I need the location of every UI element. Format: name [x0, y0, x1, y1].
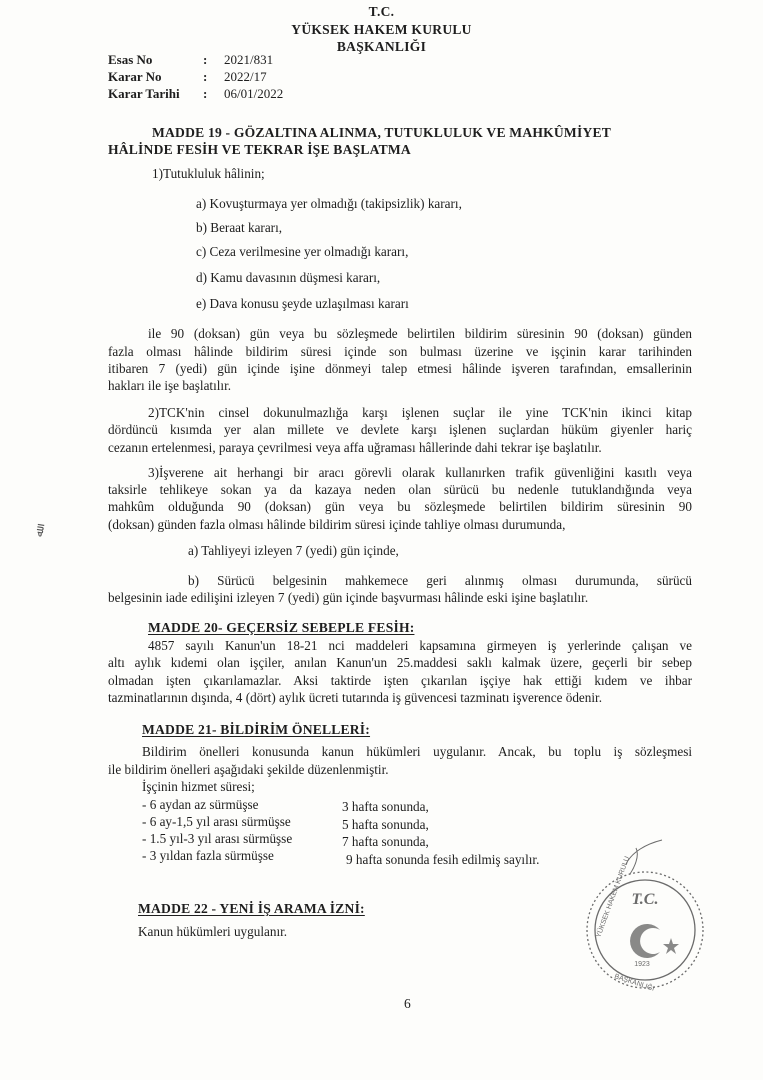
margin-handwritten-mark: ﷲ	[33, 529, 47, 538]
notice-period: - 3 yıldan fazla sürmüşse	[142, 848, 274, 863]
madde19-p1-body-line: itibaren 7 (yedi) gün içinde işine dönmeyi talep etmesi hâlinde işveren tarafından, emsallerinin	[108, 361, 692, 376]
madde19-p3-line: taksirle tehlikeye sokan ya da kazaya neden olan sürücü bu nedenle tutuklandığında veya	[108, 482, 692, 497]
madde19-p3-line: mahkûm olduğunda 90 (doksan) gün veya bu sözleşmede belirtilen bildirim süresinin 90	[108, 499, 692, 514]
madde20-body-line: altı aylık kıdemi olan işçiler, anılan Kanun'un 25.maddesi saklı kalmak üzere, geçerli bir sebep	[108, 655, 692, 670]
madde19-p1-intro: 1)Tutukluluk hâlinin;	[152, 166, 265, 181]
meta-colon: :	[203, 86, 208, 101]
notice-period: - 1.5 yıl-3 yıl arası sürmüşse	[142, 831, 293, 846]
madde19-p3-a: a) Tahliyeyi izleyen 7 (yedi) gün içinde,	[188, 543, 399, 558]
notice-duration: 9 hafta sonunda fesih edilmiş sayılır.	[346, 852, 540, 867]
madde21-title: MADDE 21- BİLDİRİM ÖNELLERİ:	[142, 722, 371, 737]
seal-ring-text: YÜKSEK HAKEM KURULU	[595, 855, 632, 939]
madde20-title: MADDE 20- GEÇERSİZ SEBEPLE FESİH:	[148, 620, 415, 635]
meta-label-tarih: Karar Tarihi	[108, 86, 180, 101]
notice-duration: 3 hafta sonunda,	[342, 799, 429, 814]
madde19-p3-line: (doksan) günden fazla olması hâlinde bildirim süresi içinde tahliye olması durumunda,	[108, 517, 566, 532]
madde20-body-line: 4857 sayılı Kanun'un 18-21 nci maddeleri kapsamına girmeyen iş yerlerinde çalışan ve	[148, 638, 692, 653]
madde21-service-label: İşçinin hizmet süresi;	[142, 779, 255, 794]
madde19-p2-line: cezanın ertelenmesi, paraya çevrilmesi veya affa uğraması hâllerinde dahi tekrar işe başlatılır.	[108, 440, 602, 455]
meta-value-esas: 2021/831	[224, 52, 274, 67]
meta-value-tarih: 06/01/2022	[224, 86, 284, 101]
seal-bottom-text: BAŞKANLIĞI	[613, 973, 656, 993]
meta-colon: :	[203, 52, 208, 67]
page-number: 6	[404, 996, 411, 1011]
madde21-body-line: Bildirim önelleri konusunda kanun hükümleri uygulanır. Ancak, bu toplu iş sözleşmesi	[142, 744, 692, 759]
meta-label-karar: Karar No	[108, 69, 162, 84]
notice-duration: 7 hafta sonunda,	[342, 834, 429, 849]
header-presidency: BAŞKANLIĞI	[336, 39, 427, 54]
madde21-body-line: ile bildirim önelleri aşağıdaki şekilde düzenlenmiştir.	[108, 762, 389, 777]
madde22-title: MADDE 22 - YENİ İŞ ARAMA İZNİ:	[138, 901, 365, 916]
star-crescent-icon	[630, 924, 679, 958]
meta-colon: :	[203, 69, 208, 84]
madde19-title-line1: MADDE 19 - GÖZALTINA ALINMA, TUTUKLULUK VE MAHKÛMİYET	[152, 125, 611, 140]
madde20-body-line: olmadan işten çıkarılamazlar. Aksi taktirde işten çıkarılan işçiye hak ettiği kıdem ve ihbar	[108, 673, 692, 688]
header-tc: T.C.	[368, 4, 395, 19]
notice-duration: 5 hafta sonunda,	[342, 817, 429, 832]
notice-period: - 6 ay-1,5 yıl arası sürmüşse	[142, 814, 291, 829]
seal-year-text: 1923	[634, 961, 650, 968]
madde20-body-line: tazminatlarının dışında, 4 (dört) aylık ücreti tutarında iş güvencesi tazminatı işverence ödenir.	[108, 690, 603, 705]
madde19-p3-line: 3)İşverene ait herhangi bir aracı görevli olarak kullanırken trafik güvenliğini kasıtlı veya	[148, 465, 692, 480]
madde19-item-d: d) Kamu davasının düşmesi kararı,	[196, 270, 381, 285]
seal-tc-text: T.C.	[631, 891, 659, 908]
madde19-p2-line: dördüncü kısımda yer alan millete ve devlete karşı işlenen suçlardan hüküm giyenler hariç	[108, 422, 692, 437]
madde19-p1-body-line: hakları ile işe başlatılır.	[108, 378, 232, 393]
madde19-item-a: a) Kovuşturmaya yer olmadığı (takipsizlik) kararı,	[196, 196, 462, 211]
meta-value-karar: 2022/17	[224, 69, 267, 84]
madde19-p1-body-line: ile 90 (doksan) gün veya bu sözleşmede belirtilen bildirim süresinin 90 (doksan) günden	[148, 326, 692, 341]
madde19-item-b: b) Beraat kararı,	[196, 220, 283, 235]
madde19-title-line2: HÂLİNDE FESİH VE TEKRAR İŞE BAŞLATMA	[108, 142, 411, 157]
madde19-p3-b-line: b) Sürücü belgesinin mahkemece geri alınmış olması durumunda, sürücü	[188, 573, 692, 588]
madde19-item-e: e) Dava konusu şeyde uzlaşılması kararı	[196, 296, 409, 311]
madde19-p2-line: 2)TCK'nin cinsel dokunulmazlığa karşı işlenen suçlar ile yine TCK'nin ikinci kitap	[148, 405, 692, 420]
official-seal-stamp	[570, 838, 720, 998]
header-institution: YÜKSEK HAKEM KURULU	[291, 22, 472, 37]
madde19-p3-b-line: belgesinin iade edilişini izleyen 7 (yedi) gün içinde başvurması hâlinde eski işine başlatılır.	[108, 590, 589, 605]
madde22-body: Kanun hükümleri uygulanır.	[138, 924, 288, 939]
notice-period: - 6 aydan az sürmüşse	[142, 797, 259, 812]
madde19-p1-body-line: fazla olması hâlinde bildirim süresi içinde son bulması üzerine ve işçinin karar tarihinden	[108, 344, 692, 359]
meta-label-esas: Esas No	[108, 52, 153, 67]
madde19-item-c: c) Ceza verilmesine yer olmadığı kararı,	[196, 244, 409, 259]
